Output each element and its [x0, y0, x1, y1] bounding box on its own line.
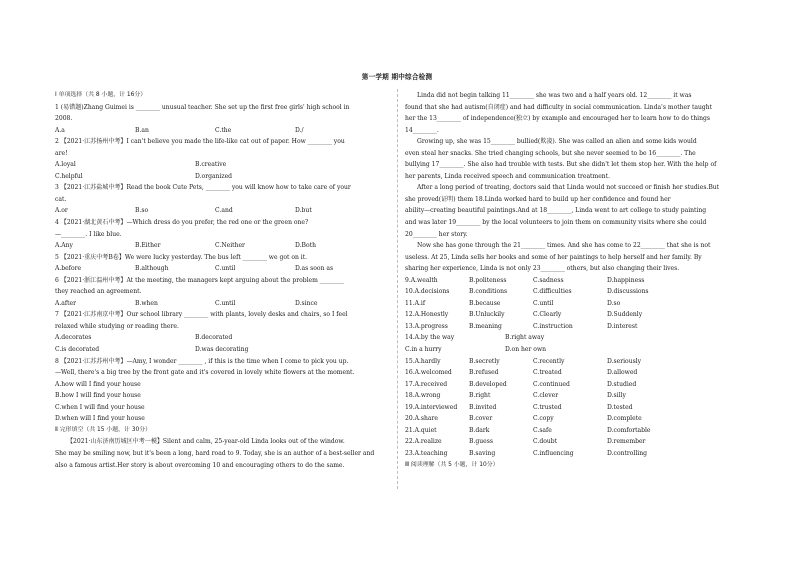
- question-text: 4 【2021·湖北黄石中考】—Which dress do you prefer, the red one or the green one?: [55, 219, 309, 227]
- option-row: [405, 448, 743, 460]
- passage-line: and was later 19________ by the local volunteers to join them on community visits where she could: [405, 219, 707, 227]
- option-row: [55, 171, 390, 183]
- passage-line: 20________ her story.: [405, 230, 468, 238]
- option: C.continued: [533, 380, 570, 388]
- question-text: 1 (易错题)Zhang Guimei is ________ unusual teacher. She set up the first free girls' high school in: [55, 103, 350, 111]
- option: C.difficulties: [533, 288, 572, 296]
- option: C.clever: [533, 392, 559, 400]
- option: C.recently: [533, 357, 565, 365]
- option: D.complete: [607, 415, 642, 423]
- option: C.sadness: [533, 276, 564, 284]
- option: B.invited: [469, 403, 497, 411]
- option: D.since: [295, 299, 318, 307]
- option: C.until: [215, 299, 236, 307]
- section-heading: Ⅰ 单项选择（共 8 小题，计 16分）: [55, 92, 147, 98]
- option: D.Both: [295, 242, 316, 250]
- question-text: 6 【2021·浙江温州中考】At the meeting, the managers kept arguing about the problem ________: [55, 276, 344, 284]
- question-text: cat.: [55, 195, 67, 203]
- passage-line: found that she had autism(自闭症) and had difficulty in social communication. Linda's mother taught: [405, 103, 713, 111]
- column-divider: [397, 89, 398, 489]
- option: 22.A.realize: [405, 438, 442, 446]
- option: C.in a hurry: [405, 346, 442, 354]
- option: 13.A.progress: [405, 322, 448, 330]
- passage-line: useless. At 25, Linda sells her books and some of her paintings to help herself and her family. By: [405, 253, 702, 261]
- option: A.decorates: [55, 334, 92, 342]
- option: C.trusted: [533, 403, 562, 411]
- option-row: [405, 321, 743, 333]
- option-row: [405, 436, 743, 448]
- option: B.developed: [469, 380, 507, 388]
- option-row: [405, 332, 743, 344]
- question-text: —________. I like blue.: [55, 230, 122, 238]
- option: D.tested: [607, 403, 633, 411]
- option: D.was decorating: [195, 346, 249, 354]
- option: 9.A.wealth: [405, 276, 438, 284]
- option: 10.A.decisions: [405, 288, 450, 296]
- option: 11.A.if: [405, 299, 426, 307]
- passage-line: she proved(证明) them 18.Linda worked hard to build up her confidence and found her: [405, 195, 671, 203]
- passage-line: sharing her experience, Linda is not only 23________ others, but also changing their lives.: [405, 265, 680, 273]
- passage-line: 【2021·山东济南历城区中考一模】Silent and calm, 25-year-old Linda looks out of the window.: [67, 438, 345, 446]
- option: C.until: [533, 299, 554, 307]
- passage-line: 14________.: [405, 126, 439, 134]
- option: D.remember: [607, 438, 646, 446]
- option: D./: [295, 126, 304, 134]
- option: B.saving: [469, 449, 496, 457]
- option: C.when I will find your house: [55, 403, 145, 411]
- option: B.an: [135, 126, 149, 134]
- option: C.safe: [533, 426, 552, 434]
- option: B.conditions: [469, 288, 508, 296]
- cloze-options: [405, 275, 743, 460]
- left-column: [55, 90, 390, 471]
- option-row: [55, 332, 390, 344]
- option: B.Either: [135, 242, 161, 250]
- page-title: 第一学期 期中综合检测: [361, 73, 433, 81]
- option: B.although: [135, 265, 169, 273]
- option: A.before: [55, 265, 82, 273]
- option: B.dark: [469, 426, 490, 434]
- option-row: [405, 309, 743, 321]
- option: B.how I will find your house: [55, 392, 141, 400]
- option: C.is decorated: [55, 346, 100, 354]
- option: B.right: [469, 392, 491, 400]
- option: B.so: [135, 207, 149, 215]
- option: C.Neither: [215, 242, 245, 250]
- option: C.Clearly: [533, 311, 562, 319]
- question-text: 5 【2021·重庆中考B卷】We were lucky yesterday. The bus left ________ we got on it.: [55, 253, 308, 261]
- option: B.when: [135, 299, 158, 307]
- option-row: [55, 159, 390, 171]
- option-row: [55, 263, 390, 275]
- option: B.Unluckily: [469, 311, 505, 319]
- option: 14.A.by the way: [405, 334, 455, 342]
- passage-line: also a famous artist.Her story is about overcoming 10 and encouraging others to do the same.: [55, 461, 345, 469]
- option: D.discussions: [607, 288, 649, 296]
- option: 23.A.teaching: [405, 449, 448, 457]
- option: C.until: [215, 265, 236, 273]
- option-row: [55, 240, 390, 252]
- option-row: [405, 413, 743, 425]
- option: C.instruction: [533, 322, 573, 330]
- option: B.guess: [469, 438, 493, 446]
- passage-line: After a long period of treating, doctors said that Linda would not succeed or finish her studies.But: [417, 184, 720, 192]
- option: 12.A.Honestly: [405, 311, 449, 319]
- option-row: [405, 402, 743, 414]
- option: C.and: [215, 207, 233, 215]
- option-row: [55, 125, 390, 137]
- option-row: [55, 344, 390, 356]
- option-row: [405, 298, 743, 310]
- option: B.meaning: [469, 322, 502, 330]
- passage-line: Now she has gone through the 21________ times. And she has come to 22________ that she is not: [417, 242, 711, 250]
- right-column: [405, 90, 743, 471]
- option: D.allowed: [607, 369, 638, 377]
- question-text: are!: [55, 149, 68, 157]
- question-text: they reached an agreement.: [55, 288, 142, 296]
- option: D.seriously: [607, 357, 642, 365]
- option: A.after: [55, 299, 77, 307]
- option-row: [405, 425, 743, 437]
- question-text: relaxed while studying or reading there.: [55, 322, 179, 330]
- option: D.as soon as: [295, 265, 334, 273]
- option: 19.A.interviewed: [405, 403, 458, 411]
- option-row: [405, 379, 743, 391]
- option: A.how will I find your house: [55, 380, 141, 388]
- option: 21.A.quiet: [405, 426, 437, 434]
- question-text: 8 【2021·江苏苏州中考】—Amy, I wonder ________ , if this is the time when I come to pick you up.: [55, 357, 349, 365]
- option-row: [55, 205, 390, 217]
- option: D.when will I find your house: [55, 415, 145, 423]
- section-heading: Ⅲ 阅读理解（共 5 小题，计 10分）: [405, 461, 499, 468]
- section-heading: Ⅱ 完形填空（共 15 小题，计 30分）: [55, 426, 152, 433]
- passage-line: even steal her snacks. She tried changing schools, but she never seemed to be 16________. The: [405, 149, 696, 157]
- passage-line: bullying 17________. She also had trouble with tests. But she didn't let them stop her. With the help of: [405, 161, 717, 169]
- option: 18.A.wrong: [405, 392, 441, 400]
- option: B.because: [469, 299, 501, 307]
- option-row: [405, 344, 743, 356]
- option-row: [55, 298, 390, 310]
- passage-line: her the 13________ of independence(独立) by example and encouraged her to learn how to do things: [405, 115, 710, 123]
- option: B.refused: [469, 369, 499, 377]
- option: D.comfortable: [607, 426, 651, 434]
- option: C.treated: [533, 369, 562, 377]
- option: C.the: [215, 126, 232, 134]
- option-row: [405, 275, 743, 287]
- option: B.cover: [469, 415, 493, 423]
- option: 15.A.hardly: [405, 357, 441, 365]
- option: D.controlling: [607, 449, 648, 457]
- option: B.right away: [505, 334, 545, 342]
- option: C.helpful: [55, 172, 83, 180]
- question-text: 7 【2021·江苏南京中考】Our school library ________ with plants, lovely desks and chairs, so I feel: [55, 311, 348, 319]
- option: C.doubt: [533, 438, 558, 446]
- option: D.studied: [607, 380, 637, 388]
- option: B.politeness: [469, 276, 507, 284]
- option: 16.A.welcomed: [405, 369, 452, 377]
- option: C.influencing: [533, 449, 574, 457]
- option: 17.A.received: [405, 380, 448, 388]
- option: D.on her own: [505, 346, 547, 354]
- option-row: [405, 356, 743, 368]
- option-row: [405, 390, 743, 402]
- option: D.but: [295, 207, 312, 215]
- option: A.loyal: [55, 161, 76, 169]
- option-row: [405, 286, 743, 298]
- option: 20.A.share: [405, 415, 438, 423]
- option: D.so: [607, 299, 621, 307]
- option: D.happiness: [607, 276, 645, 284]
- question-text: 3 【2021·江苏盐城中考】Read the book Cute Pets, ________ you will know how to take care of your: [55, 184, 351, 192]
- option: B.creative: [195, 161, 227, 169]
- option: D.interest: [607, 322, 638, 330]
- option: D.organized: [195, 172, 233, 180]
- passage-line: Growing up, she was 15________ bullied(欺凌). She was called an alien and some kids would: [417, 138, 697, 146]
- option: D.silly: [607, 392, 626, 400]
- passage-line: her parents, Linda received speech and communication treatment.: [405, 172, 611, 180]
- option: B.secretly: [469, 357, 500, 365]
- option: A.or: [55, 207, 68, 215]
- option-row: [405, 367, 743, 379]
- option: A.Any: [55, 242, 73, 250]
- option: A.a: [55, 126, 65, 134]
- option: D.Suddenly: [607, 311, 643, 319]
- question-text: 2008.: [55, 115, 73, 123]
- option: B.decorated: [195, 334, 233, 342]
- passage-line: ability—creating beautiful paintings.And at 18________, Linda went to art college to study painting: [405, 207, 707, 215]
- passage-line: Linda did not begin talking 11________ she was two and a half years old. 12________ it was: [417, 92, 692, 99]
- option: C.copy: [533, 415, 554, 423]
- question-text: 2 【2021·江苏扬州中考】I can't believe you made the life-like cat out of paper. How ________ you: [55, 138, 345, 146]
- passage-line: She may be smiling now, but it's been a long, hard road to 9. Today, she is an author of a best-seller and: [55, 449, 375, 457]
- question-text: —Well, there's a big tree by the front gate and it's covered in lovely white flowers at the moment.: [55, 369, 355, 377]
